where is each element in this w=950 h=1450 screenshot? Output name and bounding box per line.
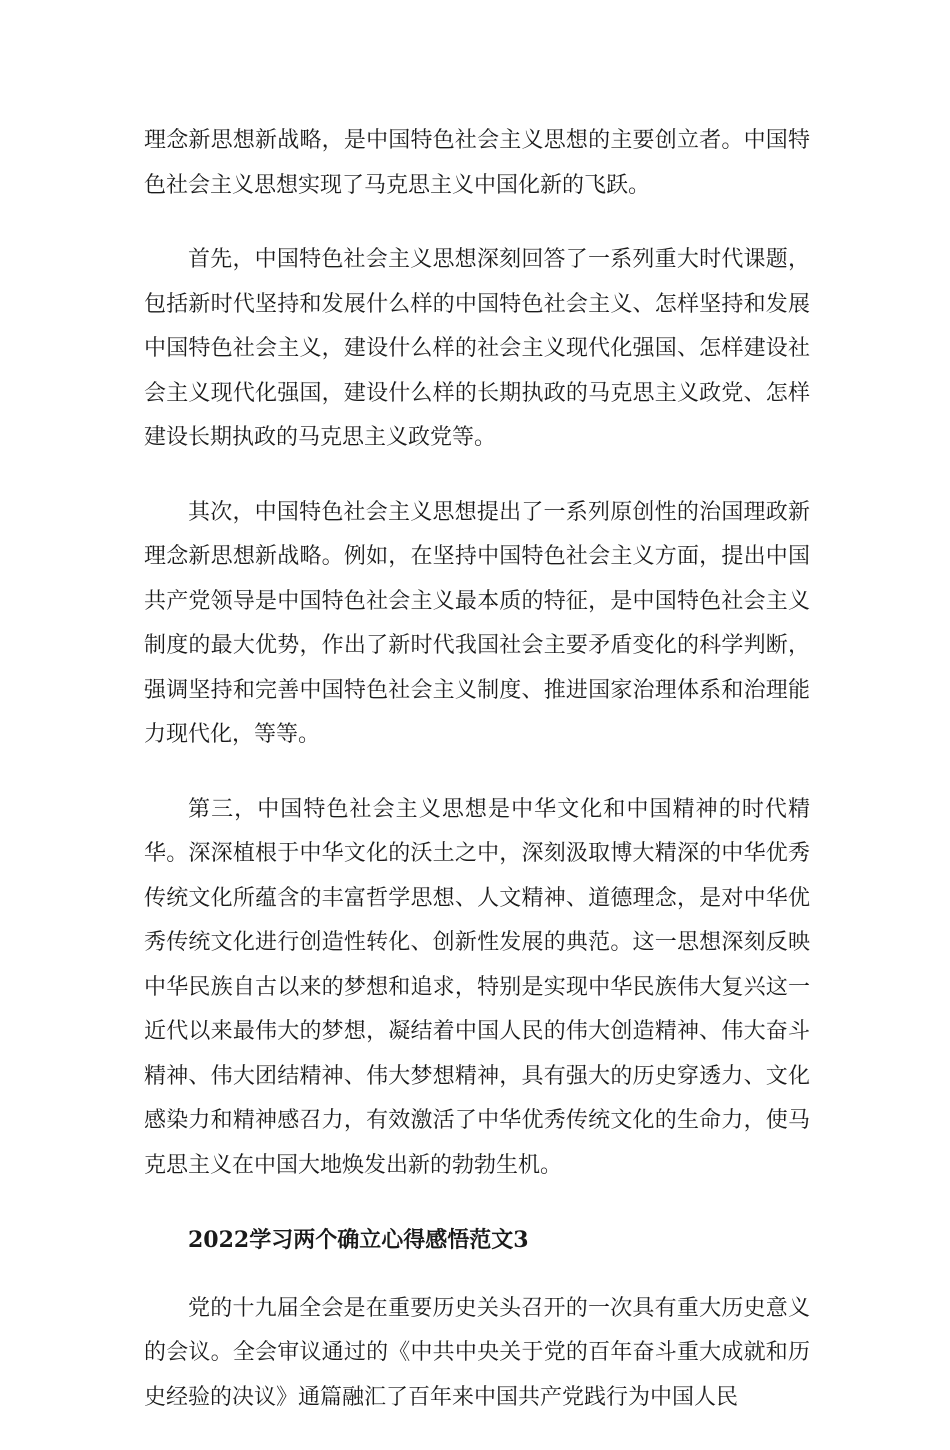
paragraph-third-point: 第三，中国特色社会主义思想是中华文化和中国精神的时代精华。深深植根于中华文化的沃土之中，深刻汲取博大精深的中华优秀传统文化所蕴含的丰富哲学思想、人文精神、道德理念，是对中华优秀传统文化进行创造性转化、创新性发展的典范。这一思想深刻反映中华民族自古以来的梦想和追求，特别是实现中华民族伟大复兴这一近代以来最伟大的梦想，凝结着中国人民的伟大创造精神、伟大奋斗精神、伟大团结精神、伟大梦想精神，具有强大的历史穿透力、文化感染力和精神感召力，有效激活了中华优秀传统文化的生命力，使马克思主义在中国大地焕发出新的勃勃生机。 [144,796,810,1178]
document-body [144,119,810,1450]
paragraph-continued: 理念新思想新战略，是中国特色社会主义思想的主要创立者。中国特色社会主义思想实现了马克思主义中国化新的飞跃。 [144,128,810,198]
paragraph-first-point: 首先，中国特色社会主义思想深刻回答了一系列重大时代课题，包括新时代坚持和发展什么样的中国特色社会主义、怎样坚持和发展中国特色社会主义，建设什么样的社会主义现代化强国、怎样建设社会主义现代化强国，建设什么样的长期执政的马克思主义政党、怎样建设长期执政的马克思主义政党等。 [144,247,810,450]
paragraph-second-point: 其次，中国特色社会主义思想提出了一系列原创性的治国理政新理念新思想新战略。例如，在坚持中国特色社会主义方面，提出中国共产党领导是中国特色社会主义最本质的特征，是中国特色社会主义制度的最大优势，作出了新时代我国社会主要矛盾变化的科学判断，强调坚持和完善中国特色社会主义制度、推进国家治理体系和治理能力现代化，等等。 [144,499,810,747]
paragraph-section-intro: 党的十九届全会是在重要历史关头召开的一次具有重大历史意义的会议。全会审议通过的《中共中央关于党的百年奋斗重大成就和历史经验的决议》通篇融汇了百年来中国共产党践行为中国人民 [144,1295,810,1410]
section-heading: 2022学习两个确立心得感悟范文3 [188,1227,529,1253]
